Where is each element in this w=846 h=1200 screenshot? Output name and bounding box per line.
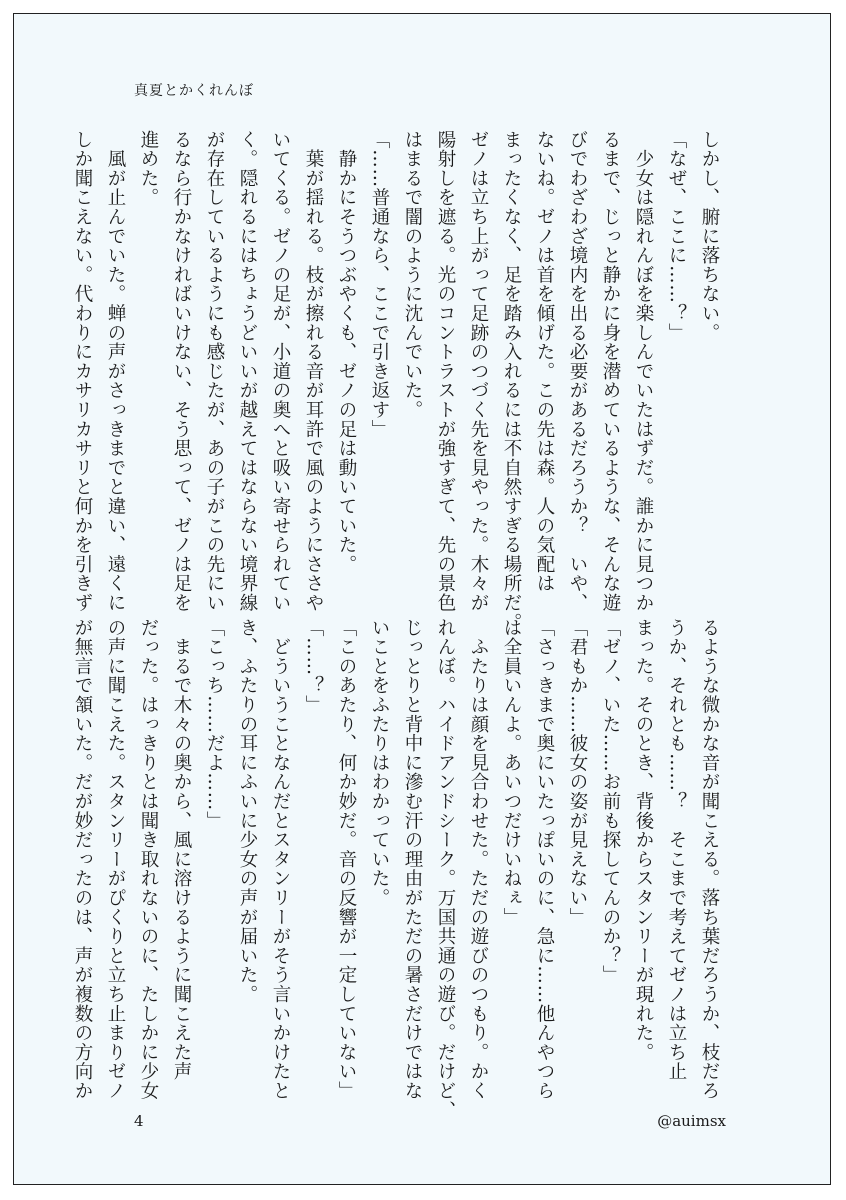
text-line: まった。そのとき、背後からスタンリーが現れた。 [633,618,654,1062]
text-line: は全員いんよ。あいつだけいねぇ」 [501,618,522,927]
text-line: だった。はっきりとは聞き取れないのに、たしかに少女 [138,618,159,1101]
text-line: はまるで闇のように沈んでいた。 [402,130,423,420]
text-line: うか、それとも……？ そこまで考えてゼノは立ち止 [666,618,687,1082]
text-line: しかし、腑に落ちない。 [699,130,720,343]
page-number: 4 [134,1112,144,1130]
text-line: 「なぜ、ここに……？」 [666,130,687,343]
text-line: 「……？」 [303,618,324,715]
text-line: 葉が揺れる。枝が擦れる音が耳許で風のようにささや [303,130,324,613]
text-line: しか聞こえない。代わりにカサリカサリと何かを引きず [72,130,93,613]
text-line: まったくなく、足を踏み入れるには不自然すぎる場所だ。 [501,130,522,632]
text-line: 「君もか……彼女の姿が見えない」 [567,618,588,927]
text-line: まるで木々の奥から、風に溶けるように聞こえた声 [171,618,192,1082]
text-line: 「……普通なら、ここで引き返す」 [369,130,390,439]
text-line: 「ゼノ、いた……お前も探してんのか？」 [600,618,621,985]
text-line: るような微かな音が聞こえる。落ち葉だろうか、枝だろ [699,618,720,1101]
text-line: じっとりと背中に滲む汗の理由がただの暑さだけではな [402,618,423,1101]
page-frame [13,13,831,1185]
author-handle: @auimsx [657,1112,726,1130]
text-line: が無言で頷いた。だが妙だったのは、声が複数の方向か [72,618,93,1101]
text-line: ゼノは立ち上がって足跡のつづく先を見やった。木々が [468,130,489,613]
text-line: るまで、じっと静かに身を潜めているような、そんな遊 [600,130,621,613]
upper-text-block [72,130,726,632]
text-line: 「このあたり、何か妙だ。音の反響が一定していない」 [336,618,357,1101]
text-line: 陽射しを遮る。光のコントラストが強すぎて、先の景色 [435,130,456,613]
text-line: どういうことなんだとスタンリーがそう言いかけたと [270,618,291,1101]
text-line: びでわざわざ境内を出る必要があるだろうか？ いや、 [567,130,588,613]
text-line: の声に聞こえた。スタンリーがぴくりと立ち止まりゼノ [105,618,126,1101]
text-line: 「こっち……だよ……」 [204,618,225,831]
text-line: き、ふたりの耳にふいに少女の声が届いた。 [237,618,258,1004]
text-line: いことをふたりはわかっていた。 [369,618,390,908]
running-head: 真夏とかくれんぼ [134,83,254,99]
text-line: が存在しているようにも感じたが、あの子がこの先にい [204,130,225,613]
text-line: く。隠れるにはちょうどいいが越えてはならない境界線 [237,130,258,613]
text-line: るなら行かなければいけない、そう思って、ゼノは足を [171,130,192,613]
text-line: 静かにそうつぶやくも、ゼノの足は動いていた。 [336,130,357,574]
lower-text-block [72,618,726,1120]
text-line: 少女は隠れんぼを楽しんでいたはずだ。誰かに見つか [633,130,654,613]
text-line: ないね。ゼノは首を傾げた。この先は森。人の気配は [534,130,555,594]
text-line: 進めた。 [138,130,159,208]
text-line: いてくる。ゼノの足が、小道の奥へと吸い寄せられてい [270,130,291,613]
text-line: 風が止んでいた。蝉の声がさっきまでと違い、遠くに [105,130,126,613]
text-line: れんぼ。ハイドアンドシーク。万国共通の遊び。だけど、 [435,618,456,1120]
text-line: ふたりは顔を見合わせた。ただの遊びのつもり。かく [468,618,489,1101]
text-line: 「さっきまで奥にいたっぽいのに、急に……他んやつら [534,618,555,1101]
